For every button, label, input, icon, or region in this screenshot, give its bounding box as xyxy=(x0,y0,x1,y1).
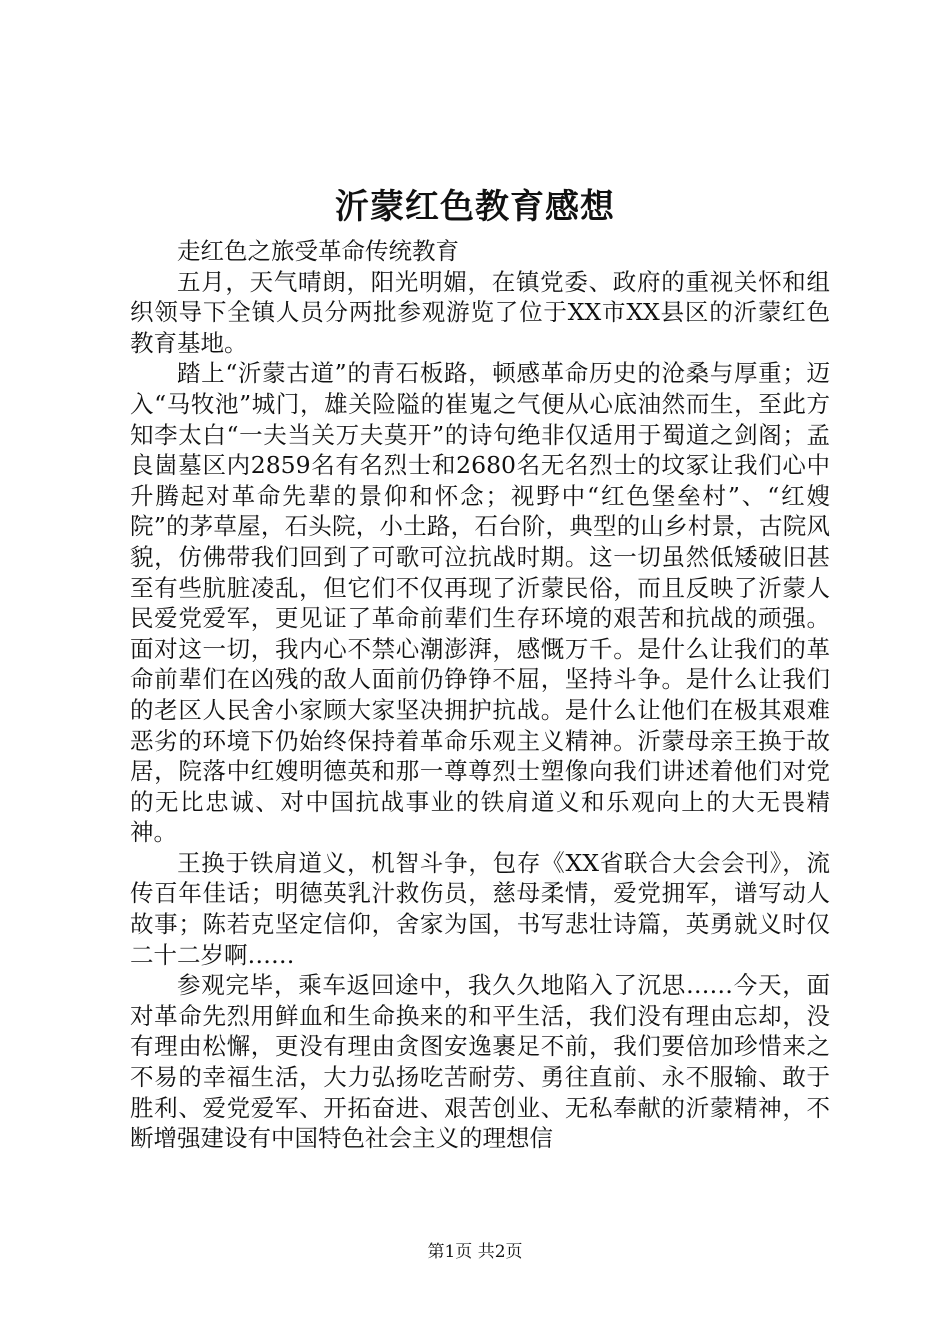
document-body xyxy=(130,236,830,1154)
paragraph-subtitle: 走红色之旅受革命传统教育 xyxy=(177,237,459,265)
document-title: 沂蒙红色教育感想 xyxy=(335,187,615,227)
paragraph: 参观完毕，乘车返回途中，我久久地陷入了沉思……今天，面对革命先烈用鲜血和生命换来的和平生活，我们没有理由忘却，没有理由松懈，更没有理由贪图安逸裹足不前，我们要倍加珍惜来之不易的幸福生活，大力弘扬吃苦耐劳、勇往直前、永不服输、敢于胜利、爱党爱军、开拓奋进、艰苦创业、无私奉献的沂蒙精神，不断增强建设有中国特色社会主义的理想信 xyxy=(130,971,830,1153)
paragraph: 王换于铁肩道义，机智斗争，包存《XX省联合大会会刊》，流传百年佳话；明德英乳汁救伤员，慈母柔情，爱党拥军，谱写动人故事；陈若克坚定信仰，舍家为国，书写悲壮诗篇，英勇就义时仅二十二岁啊…… xyxy=(130,848,830,969)
page-number-footer: 第1页 共2页 xyxy=(427,1242,523,1262)
paragraph: 踏上“沂蒙古道”的青石板路，顿感革命历史的沧桑与厚重；迈入“马牧池”城门，雄关险隘的崔嵬之气便从心底油然而生，至此方知李太白“一夫当关万夫莫开”的诗句绝非仅适用于蜀道之剑阁；孟良崮墓区内2859名有名烈士和2680名无名烈士的坟冢让我们心中升腾起对革命先辈的景仰和怀念；视野中“红色堡垒村”、“红嫂院”的茅草屋，石头院，小土路，石台阶，典型的山乡村景，古院风貌，仿佛带我们回到了可歌可泣抗战时期。这一切虽然低矮破旧甚至有些肮脏凌乱，但它们不仅再现了沂蒙民俗，而且反映了沂蒙人民爱党爱军，更见证了革命前辈们生存环境的艰苦和抗战的顽强。面对这一切，我内心不禁心潮澎湃，感慨万千。是什么让我们的革命前辈们在凶残的敌人面前仍铮铮不屈，坚持斗争。是什么让我们的老区人民舍小家顾大家坚决拥护抗战。是什么让他们在极其艰难恶劣的环境下仍始终保持着革命乐观主义精神。沂蒙母亲王换于故居，院落中红嫂明德英和那一尊尊烈士塑像向我们讲述着他们对党的无比忠诚、对中国抗战事业的铁肩道义和乐观向上的大无畏精神。 xyxy=(130,359,830,847)
paragraph: 五月，天气晴朗，阳光明媚，在镇党委、政府的重视关怀和组织领导下全镇人员分两批参观游览了位于XX市XX县区的沂蒙红色教育基地。 xyxy=(130,267,830,357)
